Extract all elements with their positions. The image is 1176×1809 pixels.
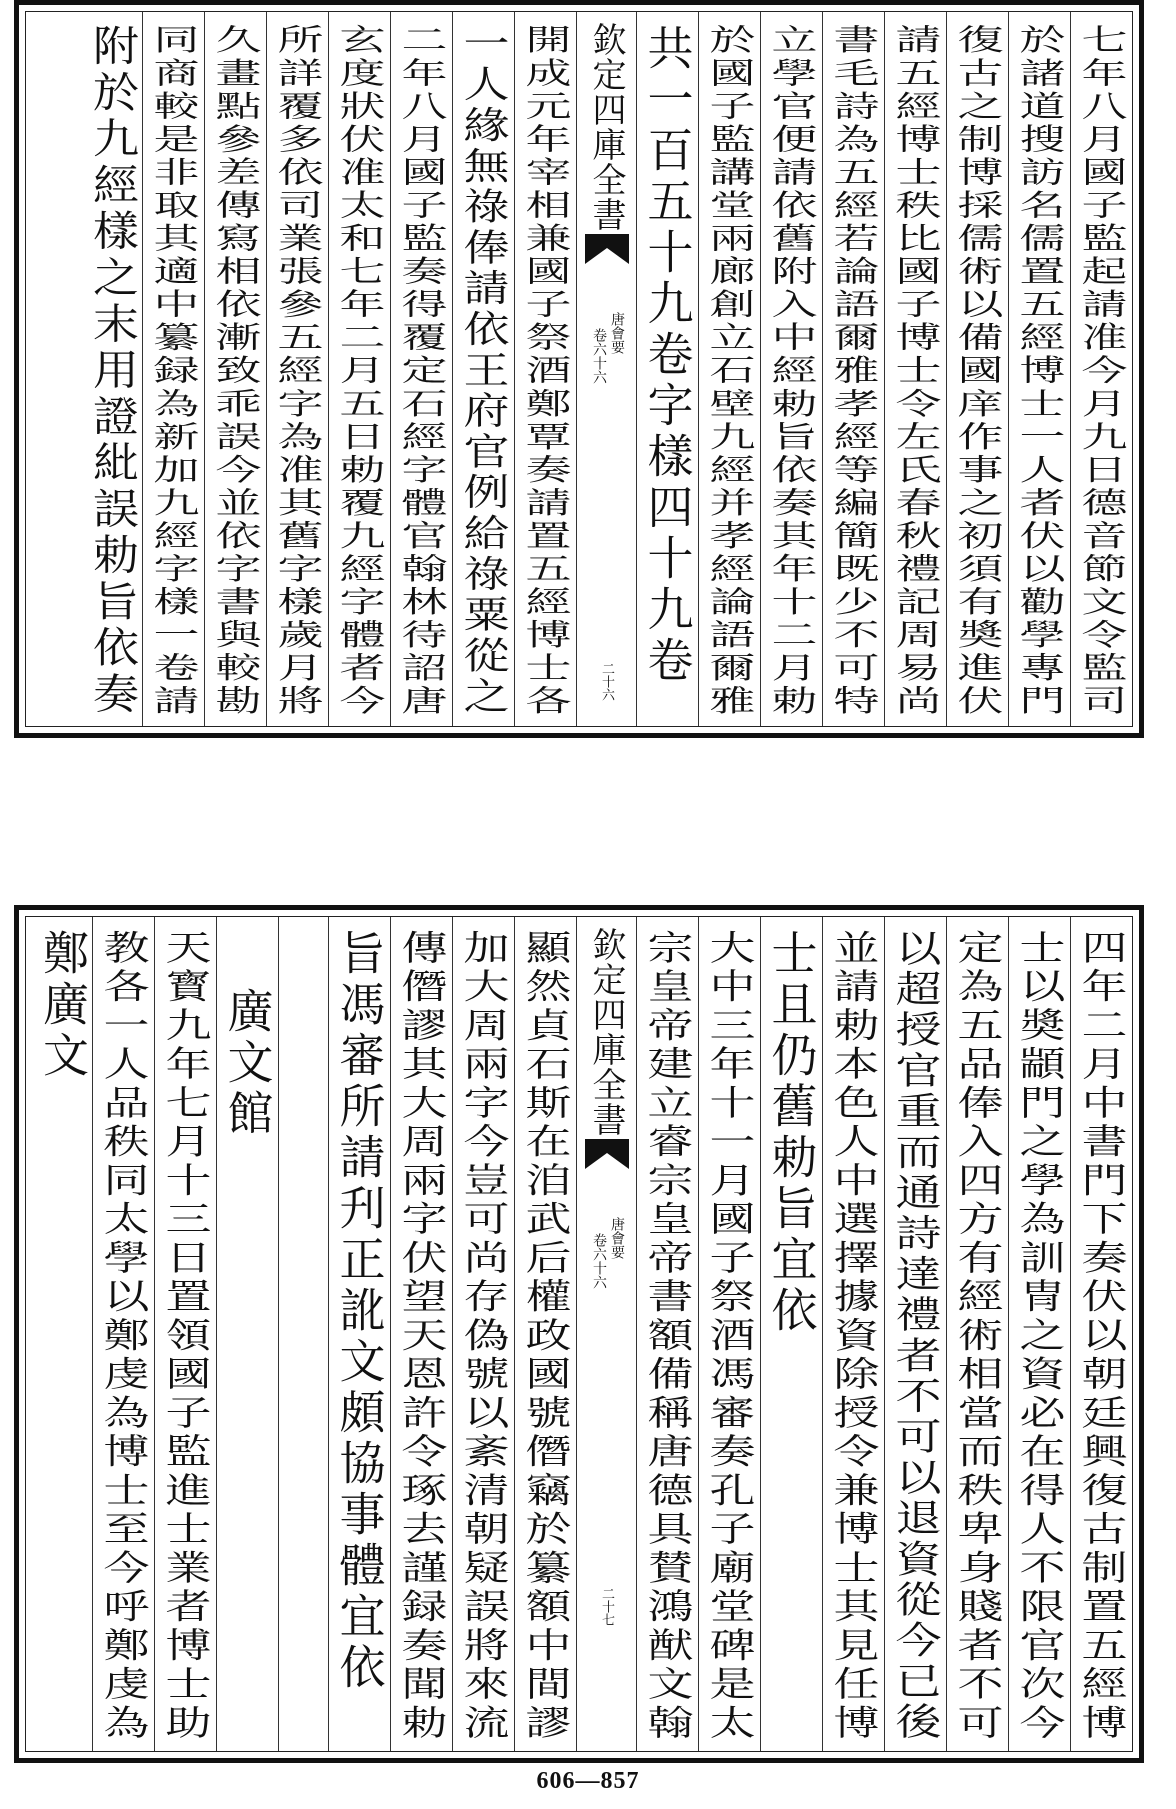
center-gutter [576,12,636,726]
text-line: 四年二月中書門下奏伏以朝廷興復古制置五經博 [1074,929,1129,1743]
text-column [1070,12,1132,726]
text-line: 共一百五十九卷字樣四十九卷 [640,24,695,687]
gutter-juan: 卷六十六 [591,1233,607,1289]
text-line: 附於九經樣之末用證紕誤勅旨依奏 [86,24,140,718]
text-line: 並請勅本色人中選擇據資除授令兼博士其見任博 [826,929,881,1743]
text-column [34,917,92,1751]
fishtail-mark-icon [585,234,629,264]
text-line: 大中三年十一月國子祭酒馮審奏孔子廟堂碑是太 [702,929,757,1743]
page-number: 606—857 [536,1768,640,1794]
text-column [946,917,1008,1751]
text-line: 二年八月國子監奏得覆定石經字體官翰林待詔唐 [394,24,449,719]
text-column [1070,917,1132,1751]
bottom-page [14,905,1144,1763]
text-column [266,12,328,726]
bottom-page-columns [26,917,1132,1751]
text-line: 顯然貞石斯在洎武后權政國號僭竊於纂額中間謬 [518,929,573,1743]
text-line: 所詳覆多依司業張參五經字為准其舊字樣歲月將 [270,24,325,719]
text-column [452,917,514,1751]
text-column [278,917,328,1751]
text-column [514,917,576,1751]
text-column [390,917,452,1751]
text-line: 同商較是非取其適中纂録為新加九經字樣一卷請 [146,24,201,719]
text-line: 復古之制博採儒術以備國庠作事之初須有奬進伏 [950,24,1005,719]
text-column [514,12,576,726]
gutter-juan: 卷六十六 [591,328,607,384]
text-column [946,12,1008,726]
text-line: 久畫點參差傳寫相依漸致乖誤今並依字書與較勘 [208,24,263,719]
text-line: 七年八月國子監起請准今月九日德音節文令監司 [1074,24,1129,719]
text-line: 宗皇帝建立睿宗皇帝書額備稱唐德具賛鴻猷文翰 [640,929,695,1743]
text-column [92,917,154,1751]
center-gutter [576,917,636,1751]
text-column [760,917,822,1751]
section-heading: 廣文館 [220,987,275,1140]
section-heading-column [216,917,278,1751]
text-line: 於諸道搜訪名儒置五經博士一人者伏以勸學專門 [1012,24,1067,719]
bottom-page-frame [25,916,1133,1752]
text-column [636,12,698,726]
text-column [154,917,216,1751]
text-column [204,12,266,726]
fishtail-mark-icon [585,1139,629,1169]
text-line: 以超授官重而通詩達禮者不可以退資從今已後 [888,929,943,1743]
text-column [698,917,760,1751]
text-line: 書毛詩為五經若論語爾雅孝經等編簡既少不可特 [826,24,881,719]
text-column [390,12,452,726]
text-column [822,917,884,1751]
text-line: 教各一人品秩同太學以鄭虔為博士至今呼鄭虔為 [96,929,151,1743]
top-page-frame [25,11,1133,727]
text-line: 士且仍舊勅旨宜依 [764,929,819,1337]
text-line: 開成元年宰相兼國子祭酒鄭覃奏請置五經博士各 [518,24,573,719]
gutter-folio: 二十六 [599,662,614,701]
text-line: 一人緣無祿俸請依王府官例給祿粟從之 [456,24,511,718]
text-line: 立學官便請依舊附入中經勅旨依奏其年十二月勅 [764,24,819,719]
text-column [1008,917,1070,1751]
text-column [822,12,884,726]
gutter-folio: 二十七 [599,1587,614,1626]
top-page [14,0,1144,738]
gutter-book-name: 唐會要 [609,1217,625,1259]
gutter-title: 欽定四庫全書 [586,927,626,1137]
text-line: 於國子監講堂兩廊創立石壁九經并孝經論語爾雅 [702,24,757,719]
text-line: 定為五品俸入四方有經術相當而秩卑身賤者不可 [950,929,1005,1743]
text-column [884,12,946,726]
gutter-title: 欽定四庫全書 [586,22,626,232]
text-line: 士以奬顓門之學為訓冑之資必在得人不限官次今 [1012,929,1067,1743]
text-line: 傳僭謬其大周兩字伏望天恩許令琢去謹録奏聞勅 [394,929,449,1743]
text-column [1008,12,1070,726]
text-line: 鄭廣文 [36,929,90,1082]
text-line: 天寳九年七月十三日置領國子監進士業者博士助 [158,929,213,1743]
text-column [84,12,142,726]
text-column [636,917,698,1751]
top-page-columns [26,12,1132,726]
text-line: 玄度狀伏准太和七年二月五日勅覆九經字體者今 [332,24,387,719]
text-column [328,12,390,726]
text-line: 請五經博士秩比國子博士令左氏春秋禮記周易尚 [888,24,943,719]
text-line: 旨馮審所請刋正訛文頗協事體宜依 [332,929,387,1694]
gutter-book-name: 唐會要 [609,312,625,354]
text-column [698,12,760,726]
text-column [884,917,946,1751]
text-column [142,12,204,726]
text-column [760,12,822,726]
text-line: 加大周兩字今豈可尚存偽號以紊清朝疑誤將來流 [456,929,511,1743]
text-column [328,917,390,1751]
text-column [452,12,514,726]
